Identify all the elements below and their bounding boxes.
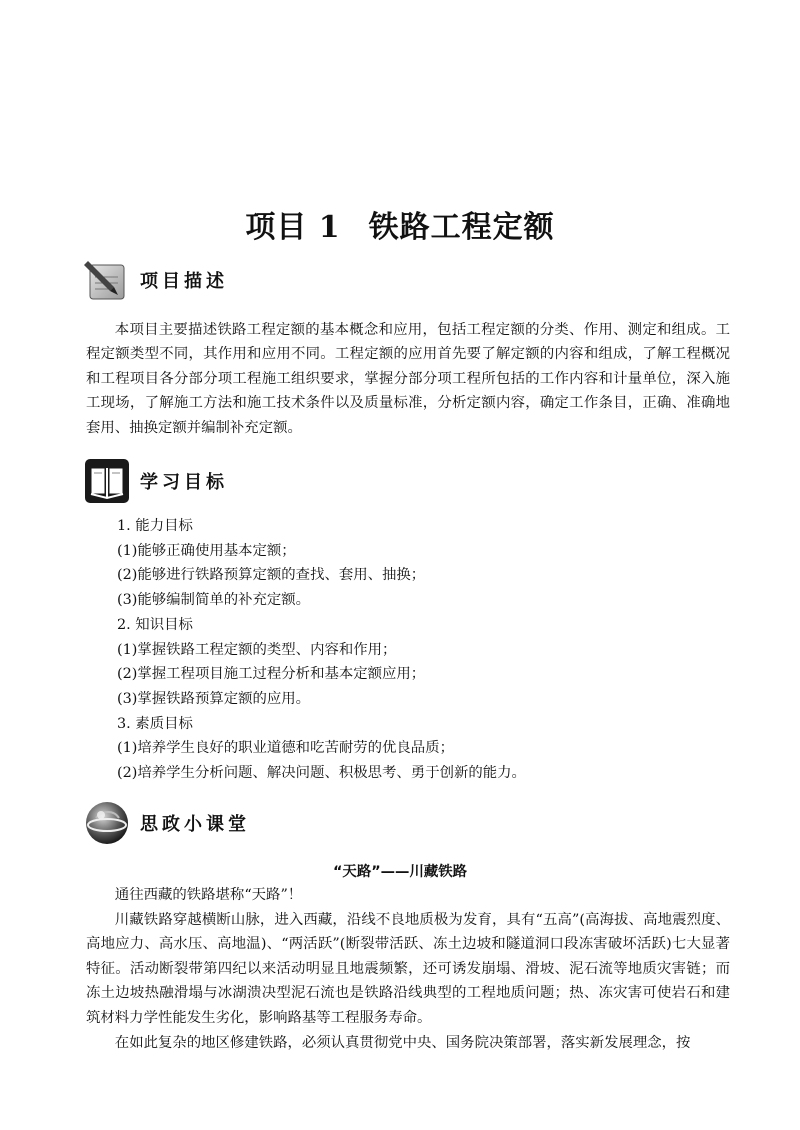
list-item: 3. 素质目标 — [117, 715, 193, 732]
story-paragraph: 在如此复杂的地区修建铁路，必须认真贯彻党中央、国务院决策部署，落实新发展理念，按 — [114, 1034, 691, 1051]
project-number: 项目 1 — [245, 210, 341, 245]
notepad-pencil-icon — [84, 257, 130, 303]
story-paragraph: 通往西藏的铁路堪称“天路”！ — [114, 887, 303, 903]
list-item: (3)能够编制简单的补充定额。 — [117, 592, 311, 609]
list-item: (1)能够正确使用基本定额； — [117, 542, 296, 559]
open-book-icon — [84, 458, 130, 504]
list-item: (2)掌握工程项目施工过程分析和基本定额应用； — [117, 666, 426, 683]
story-paragraph: 川藏铁路穿越横断山脉，进入西藏，沿线不良地质极为发育，具有“五高”(高海拔、高地震烈度、高地应力、高水压、高地温)、“两活跃”(断裂带活跃、冻土边坡和隧道洞口段冻害破坏活跃)七大显著特征。活动断裂带第四纪以来活动明显且地震频繁，还可诱发崩塌、滑坡、泥石流等地质灾害链；而冻土边坡热融滑塌与冰湖溃决型泥石流也是铁路沿线典型的工程地质问题；热、冻灾害可使岩石和建筑材料力学性能发生劣化，影响路基等工程服务寿命。 — [86, 911, 730, 1026]
objectives-list — [117, 514, 737, 786]
section-header-objectives — [84, 457, 228, 505]
story-body — [86, 883, 730, 1055]
section-header-ideology — [84, 799, 250, 847]
project-title: 铁路工程定额 — [368, 210, 555, 245]
list-item: (2)能够进行铁路预算定额的查找、套用、抽换； — [117, 567, 426, 584]
page-title — [0, 202, 800, 246]
section-label-objectives: 学习目标 — [140, 472, 228, 493]
list-item: 2. 知识目标 — [117, 616, 193, 633]
list-item: (3)掌握铁路预算定额的应用。 — [117, 690, 311, 707]
list-item: 1. 能力目标 — [117, 518, 193, 534]
story-title: “天路”——川藏铁路 — [332, 864, 468, 880]
description-text: 本项目主要描述铁路工程定额的基本概念和应用，包括工程定额的分类、作用、测定和组成。工程定额类型不同，其作用和应用不同。工程定额的应用首先要了解定额的内容和组成，了解工程概况和工程项目各分部分项工程施工组织要求，掌握分部分项工程所包括的工作内容和计量单位，深入施工现场，了解施工方法和施工技术条件以及质量标准，分析定额内容，确定工作条目，正确、准确地套用、抽换定额并编制补充定额。 — [86, 322, 730, 436]
section-header-description — [84, 256, 228, 304]
list-item: (2)培养学生分析问题、解决问题、积极思考、勇于创新的能力。 — [117, 765, 526, 782]
globe-icon — [84, 800, 130, 846]
description-paragraph — [86, 318, 730, 440]
list-item: (1)掌握铁路工程定额的类型、内容和作用； — [117, 641, 397, 658]
section-label-ideology: 思政小课堂 — [140, 814, 250, 835]
list-item: (1)培养学生良好的职业道德和吃苦耐劳的优良品质； — [117, 740, 454, 757]
section-label-description: 项目描述 — [140, 271, 228, 292]
